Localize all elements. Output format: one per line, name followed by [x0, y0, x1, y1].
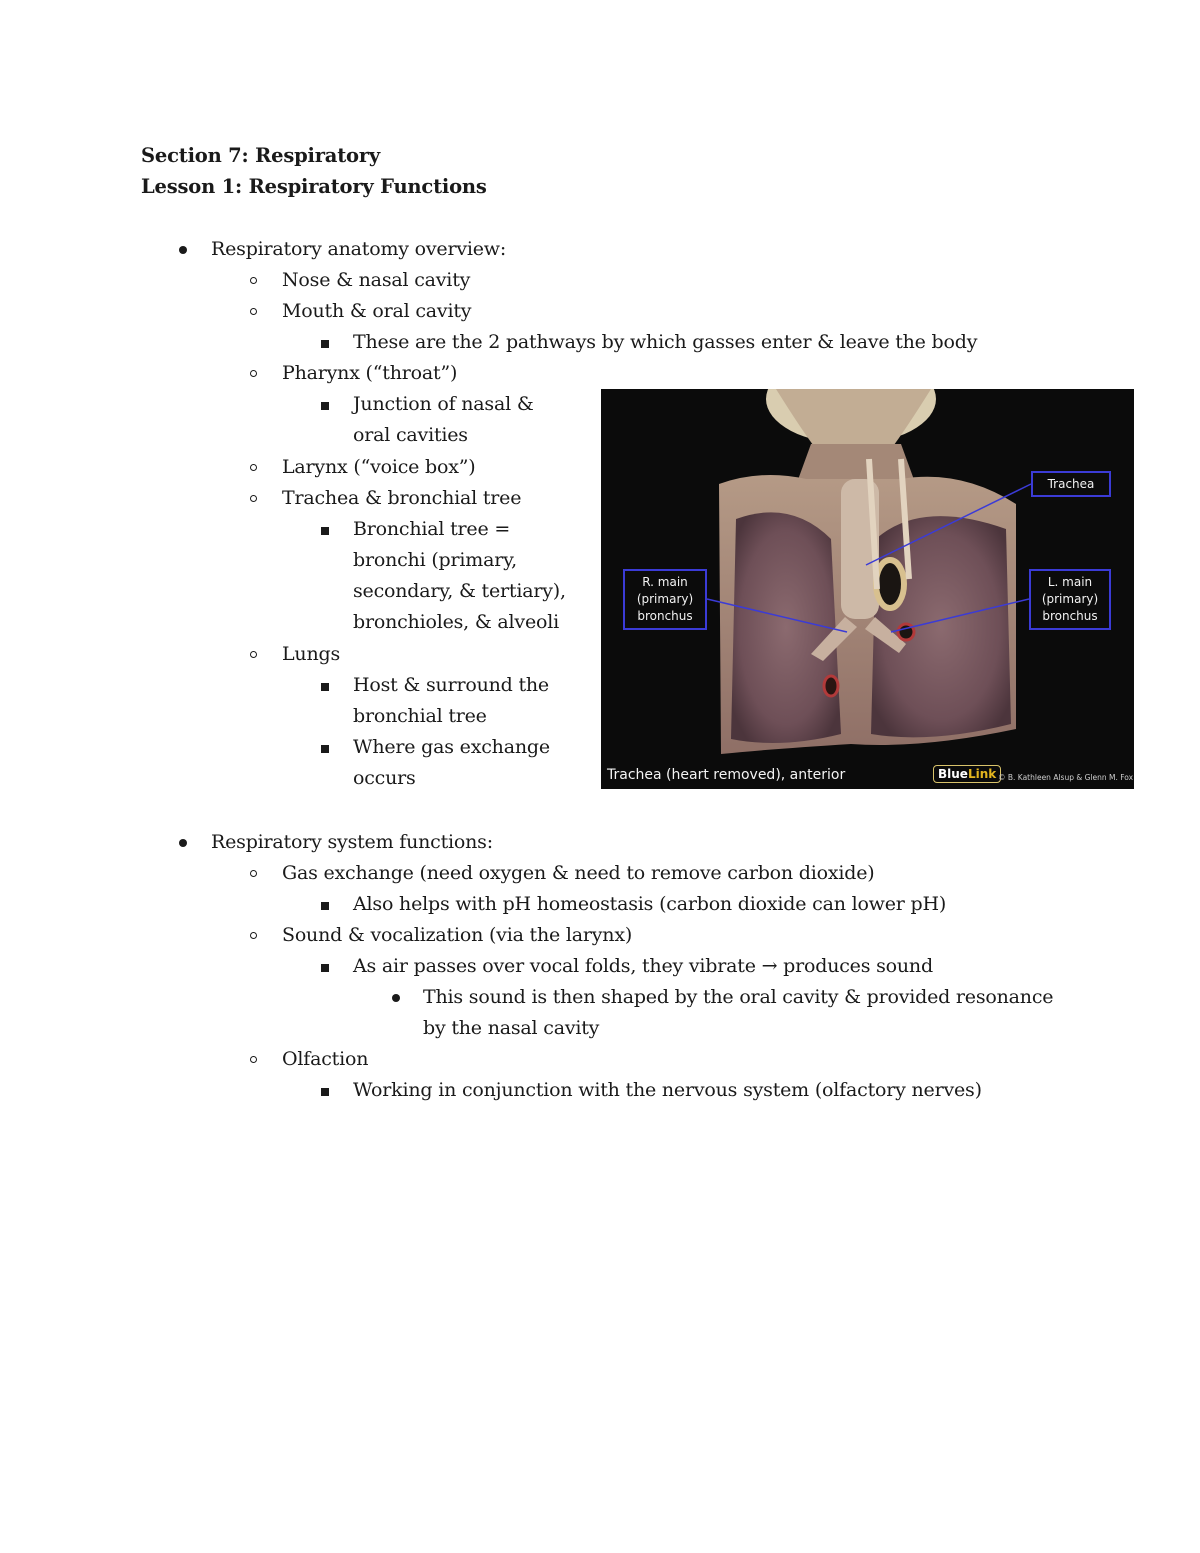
label-trachea: [1031, 471, 1111, 497]
list-item-lungs-note-cont: bronchial tree: [353, 705, 487, 727]
bullet-circle-icon: [250, 308, 257, 315]
list-item-mouth-note: These are the 2 pathways by which gasses enter & leave the body: [353, 331, 978, 353]
label-left-bronchus-line: L. main: [1047, 575, 1093, 589]
bullet-circle-icon: [250, 277, 257, 284]
list-item-pharynx-note: Junction of nasal &: [353, 393, 534, 415]
section-title: Section 7: Respiratory: [141, 144, 381, 167]
list-item-lungs-note: Host & surround the: [353, 674, 549, 696]
trachea-anatomy-image: [601, 389, 1134, 789]
bullet-circle-icon: [250, 495, 257, 502]
label-trachea-text: Trachea: [1047, 477, 1095, 491]
bullet-disc-icon: [179, 246, 187, 254]
list-item-gas-exchange: Gas exchange (need oxygen & need to remove carbon dioxide): [282, 862, 875, 884]
bullet-circle-icon: [250, 932, 257, 939]
bullet-circle-icon: [250, 870, 257, 877]
list-item-trachea-note-cont: bronchi (primary,: [353, 549, 517, 571]
image-credit: © B. Kathleen Alsup & Glenn M. Fox: [998, 773, 1134, 782]
label-right-bronchus-line: bronchus: [637, 609, 693, 623]
label-left-bronchus-line: (primary): [1041, 592, 1099, 606]
bullet-square-icon: [321, 1088, 329, 1096]
list-item-larynx: Larynx (“voice box”): [282, 456, 476, 478]
bullet-disc-icon: [392, 994, 400, 1002]
bullet-square-icon: [321, 745, 329, 753]
list-item-sound-note: As air passes over vocal folds, they vibrate → produces sound: [353, 955, 933, 977]
bullet-circle-icon: [250, 370, 257, 377]
bullet-circle-icon: [250, 1056, 257, 1063]
list-item-olfaction-note: Working in conjunction with the nervous system (olfactory nerves): [353, 1079, 982, 1101]
bullet-circle-icon: [250, 464, 257, 471]
figure-caption: Trachea (heart removed), anterior: [607, 767, 846, 783]
label-right-bronchus: [623, 569, 707, 630]
bullet-square-icon: [321, 527, 329, 535]
bullet-square-icon: [321, 683, 329, 691]
bullet-disc-icon: [179, 839, 187, 847]
bullet-square-icon: [321, 902, 329, 910]
list-item-lungs-note-cont: occurs: [353, 767, 416, 789]
bluelink-logo: [933, 765, 1001, 783]
list-item-mouth: Mouth & oral cavity: [282, 300, 472, 322]
list-item-sound: Sound & vocalization (via the larynx): [282, 924, 633, 946]
list-item-pharynx-note-cont: oral cavities: [353, 424, 468, 446]
list-item-pharynx: Pharynx (“throat”): [282, 362, 458, 384]
bullet-square-icon: [321, 964, 329, 972]
lesson-title: Lesson 1: Respiratory Functions: [141, 175, 487, 198]
overview-title: Respiratory anatomy overview:: [211, 238, 507, 260]
functions-title: Respiratory system functions:: [211, 831, 493, 853]
brand-text: Blue: [938, 767, 968, 781]
bullet-square-icon: [321, 402, 329, 410]
brand-text-accent: Link: [967, 767, 997, 781]
list-item-lungs: Lungs: [282, 643, 341, 665]
list-item-trachea-note-cont: secondary, & tertiary),: [353, 580, 566, 602]
bullet-square-icon: [321, 340, 329, 348]
list-item-trachea: Trachea & bronchial tree: [282, 487, 522, 509]
list-item-olfaction: Olfaction: [282, 1048, 369, 1070]
label-left-bronchus-line: bronchus: [1042, 609, 1098, 623]
label-right-bronchus-line: R. main: [642, 575, 688, 589]
list-item-gas-note: Also helps with pH homeostasis (carbon dioxide can lower pH): [353, 893, 947, 915]
label-right-bronchus-line: (primary): [636, 592, 694, 606]
list-item-nose: Nose & nasal cavity: [282, 269, 471, 291]
list-item-lungs-note: Where gas exchange: [353, 736, 550, 758]
list-item-sound-sub: This sound is then shaped by the oral cavity & provided resonance: [423, 986, 1054, 1008]
list-item-trachea-note-cont: bronchioles, & alveoli: [353, 611, 559, 633]
list-item-sound-sub-cont: by the nasal cavity: [423, 1017, 600, 1039]
list-item-trachea-note: Bronchial tree =: [353, 518, 511, 540]
label-left-bronchus: [1029, 569, 1111, 630]
bullet-circle-icon: [250, 651, 257, 658]
